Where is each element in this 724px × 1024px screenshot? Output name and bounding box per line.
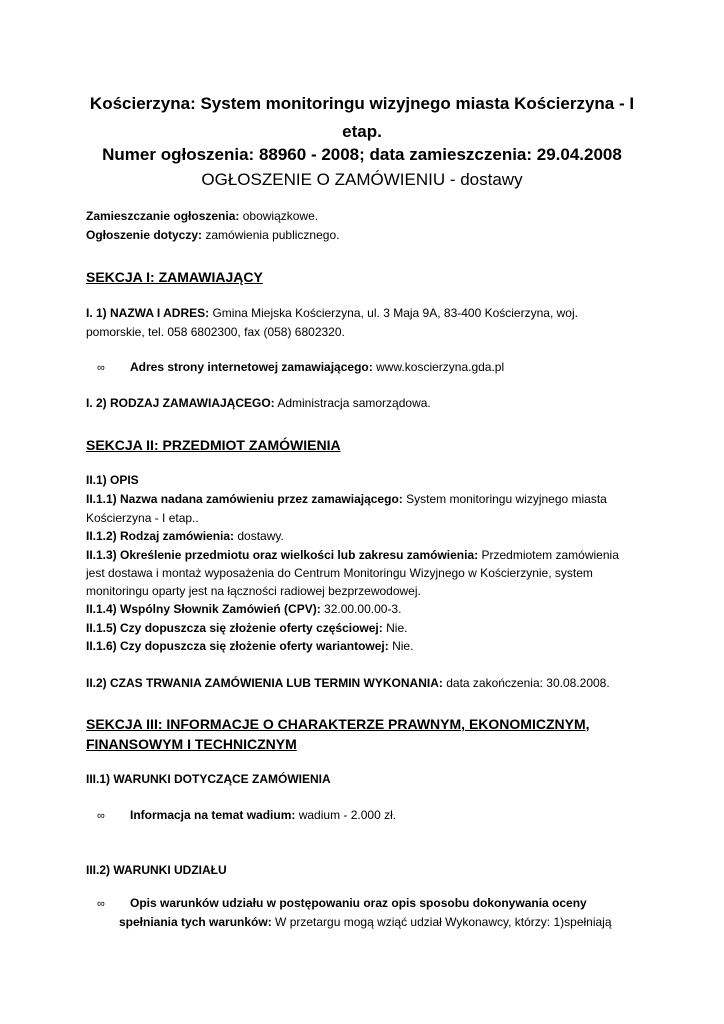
participation-conditions-cont: spełniania tych warunków: W przetargu mogą wziąć udział Wykonawcy, którzy: 1)spełniają bbox=[119, 915, 612, 929]
participation-header: III.2) WARUNKI UDZIAŁU bbox=[86, 863, 227, 877]
variant-offer: II.1.6) Czy dopuszcza się złożenie oferty wariantowej: Nie. bbox=[86, 639, 414, 653]
description-header: II.1) OPIS bbox=[86, 473, 139, 487]
conditions-header: III.1) WARUNKI DOTYCZĄCE ZAMÓWIENIA bbox=[86, 772, 331, 786]
announcement-number: Numer ogłoszenia: 88960 - 2008; data zamieszczenia: 29.04.2008 bbox=[102, 145, 622, 164]
publication-info: Zamieszczanie ogłoszenia: obowiązkowe. bbox=[86, 209, 319, 223]
contracting-type: I. 2) RODZAJ ZAMAWIAJĄCEGO: Administracja samorządowa. bbox=[86, 396, 431, 410]
contract-name: II.1.1) Nazwa nadana zamówieniu przez zamawiającego: System monitoringu wizyjnego miasta bbox=[86, 492, 607, 506]
deposit-info: Informacja na temat wadium: wadium - 2.000 zł. bbox=[130, 808, 397, 822]
document-title bbox=[60, 90, 664, 146]
name-address-cont: pomorskie, tel. 058 6802300, fax (058) 6802320. bbox=[86, 325, 345, 339]
contract-kind: II.1.2) Rodzaj zamówienia: dostawy. bbox=[86, 529, 284, 543]
subject-scope: II.1.3) Określenie przedmiotu oraz wielkości lub zakresu zamówienia: Przedmiotem zamówienia bbox=[86, 548, 619, 562]
title-line-2: etap. bbox=[342, 122, 382, 141]
section-3-heading-line-1: SEKCJA III: INFORMACJE O CHARAKTERZE PRAWNYM, EKONOMICZNYM, bbox=[86, 716, 590, 732]
subject-scope-cont-1: jest dostawa i montaż wyposażenia do Centrum Monitoringu Wizyjnego w Kościerzynie, system bbox=[86, 566, 593, 580]
bullet-icon: ∞ bbox=[97, 898, 105, 910]
section-1-heading: SEKCJA I: ZAMAWIAJĄCY bbox=[86, 269, 263, 285]
subject-scope-cont-2: monitoringu oparty jest na łączności radiowej bezprzewodowej. bbox=[86, 584, 421, 598]
contract-name-cont: Kościerzyna - I etap.. bbox=[86, 511, 199, 525]
bullet-icon: ∞ bbox=[97, 810, 105, 822]
bullet-icon: ∞ bbox=[97, 362, 105, 374]
title-line-1: Kościerzyna: System monitoringu wizyjnego miasta Kościerzyna - I bbox=[89, 94, 635, 113]
website-row: Adres strony internetowej zamawiającego: www.koscierzyna.gda.pl bbox=[130, 360, 505, 374]
duration: II.2) CZAS TRWANIA ZAMÓWIENIA LUB TERMIN WYKONANIA: data zakończenia: 30.08.2008. bbox=[86, 676, 610, 690]
participation-conditions: Opis warunków udziału w postępowaniu oraz opis sposobu dokonywania oceny bbox=[130, 896, 587, 910]
website-link[interactable]: www.koscierzyna.gda.pl bbox=[376, 360, 505, 374]
cpv-code: II.1.4) Wspólny Słownik Zamówień (CPV): 32.00.00.00-3. bbox=[86, 602, 402, 616]
partial-offer: II.1.5) Czy dopuszcza się złożenie oferty częściowej: Nie. bbox=[86, 621, 408, 635]
section-2-heading: SEKCJA II: PRZEDMIOT ZAMÓWIENIA bbox=[86, 437, 341, 453]
name-address: I. 1) NAZWA I ADRES: Gmina Miejska Kościerzyna, ul. 3 Maja 9A, 83-400 Kościerzyna, woj. bbox=[86, 306, 578, 320]
announcement-concerns: Ogłoszenie dotyczy: zamówienia publicznego. bbox=[86, 228, 340, 242]
section-3-heading-line-2: FINANSOWYM I TECHNICZNYM bbox=[86, 736, 297, 752]
announcement-type: OGŁOSZENIE O ZAMÓWIENIU - dostawy bbox=[201, 170, 523, 189]
